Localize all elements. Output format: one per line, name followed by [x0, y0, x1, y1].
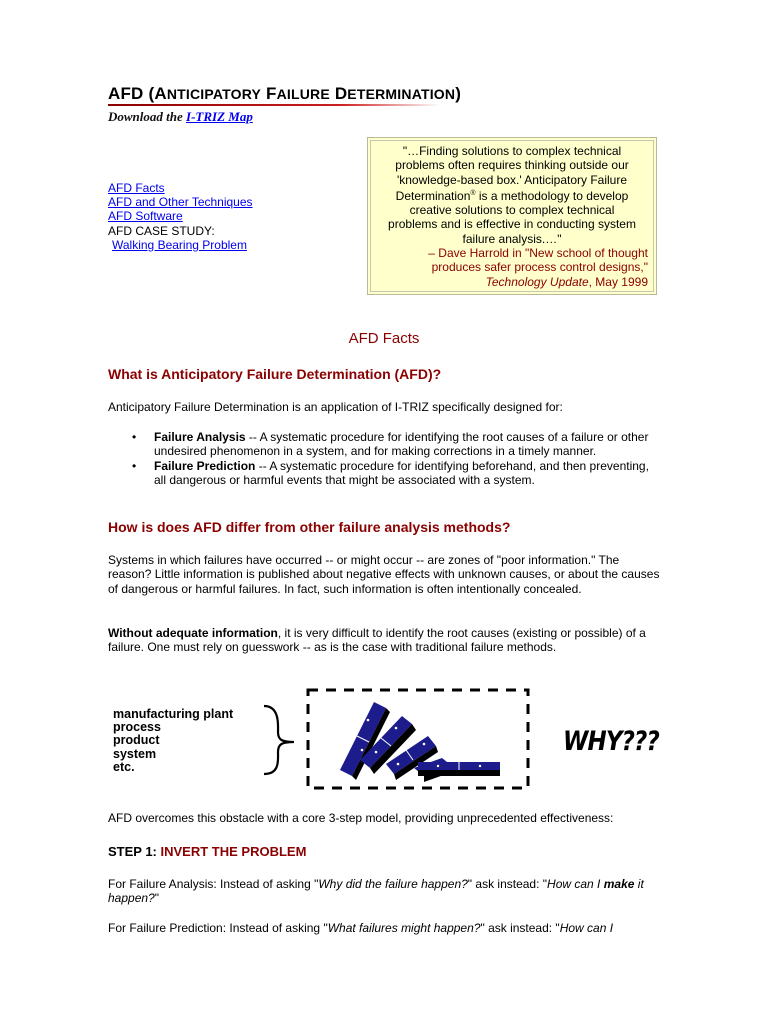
download-line: Download the I-TRIZ Map — [108, 109, 253, 124]
guesswork-paragraph: Without adequate information, it is very difficult to identify the root causes (existing or possible) of a failure. One must rely on guesswork -- as is the case with traditional failure methods. — [108, 626, 646, 655]
title-underline — [108, 104, 440, 106]
itriz-map-link[interactable]: I-TRIZ Map — [186, 109, 253, 124]
step-1-heading: STEP 1: INVERT THE PROBLEM — [108, 844, 307, 859]
failure-analysis-inversion: For Failure Analysis: Instead of asking "Why did the failure happen?" ask instead: "How can I make it happen?" — [108, 877, 644, 906]
quote-text: "…Finding solutions to complex technical problems often requires thinking outside our 'knowledge-based box.' Anticipatory Failure Determination® is a methodology to develop creative solutions to complex technical problems and is effective in conducting system failure analysis.…" — [388, 144, 636, 246]
quote-attribution: – Dave Harrold in "New school of thought produces safer process control designs," Technology Update, May 1999 — [428, 246, 648, 289]
poor-information-paragraph: Systems in which failures have occurred -- or might occur -- are zones of "poor information." The reason? Little information is published about negative effects with unknown causes, or about the causes of dangerous or harmful failures. In fact, such information is often intentionally concealed. — [108, 553, 660, 596]
definition-list — [108, 430, 663, 487]
failure-prediction-inversion: For Failure Prediction: Instead of asking "What failures might happen?" ask instead: "How can I — [108, 921, 614, 935]
why-label: WHY??? — [563, 726, 659, 757]
intro-paragraph: Anticipatory Failure Determination is an application of I-TRIZ specifically designed for: — [108, 400, 563, 414]
section-title-afd-facts: AFD Facts — [348, 330, 420, 347]
nav-link-case-study[interactable]: Walking Bearing Problem — [112, 237, 247, 252]
list-item: • Failure Prediction -- A systematic procedure for identifying beforehand, and then preventing, all dangerous or harmful events that might be associated with a system. — [132, 458, 649, 487]
list-item: • Failure Analysis -- A systematic procedure for identifying the root causes of a failure or other undesired phenomenon in a system, and for making corrections in a timely manner. — [132, 430, 649, 459]
curly-brace-icon — [264, 706, 294, 774]
diagram-system-list: manufacturing plant process product system etc. — [113, 707, 234, 774]
quote-box — [367, 137, 657, 295]
nav-link-afd-facts[interactable]: AFD Facts — [108, 181, 165, 195]
question-heading-afd-difference: How is does AFD differ from other failure analysis methods? — [108, 519, 511, 535]
question-heading-what-is-afd: What is Anticipatory Failure Determination (AFD)? — [108, 366, 442, 382]
nav-link-afd-other-techniques[interactable]: AFD and Other Techniques — [108, 195, 253, 210]
section-nav — [108, 181, 253, 252]
nav-link-afd-software[interactable]: AFD Software — [108, 209, 183, 224]
three-step-intro: AFD overcomes this obstacle with a core 3-step model, providing unprecedented effectiveness: — [108, 811, 614, 825]
page-title: AFD (ANTICIPATORY FAILURE DETERMINATION) — [108, 84, 462, 103]
bullet-icon: • — [132, 458, 137, 473]
bullet-icon: • — [132, 430, 137, 444]
domino-icon — [418, 762, 500, 776]
case-study-label: AFD CASE STUDY: — [108, 223, 215, 238]
falling-dominoes-diagram — [256, 688, 536, 794]
